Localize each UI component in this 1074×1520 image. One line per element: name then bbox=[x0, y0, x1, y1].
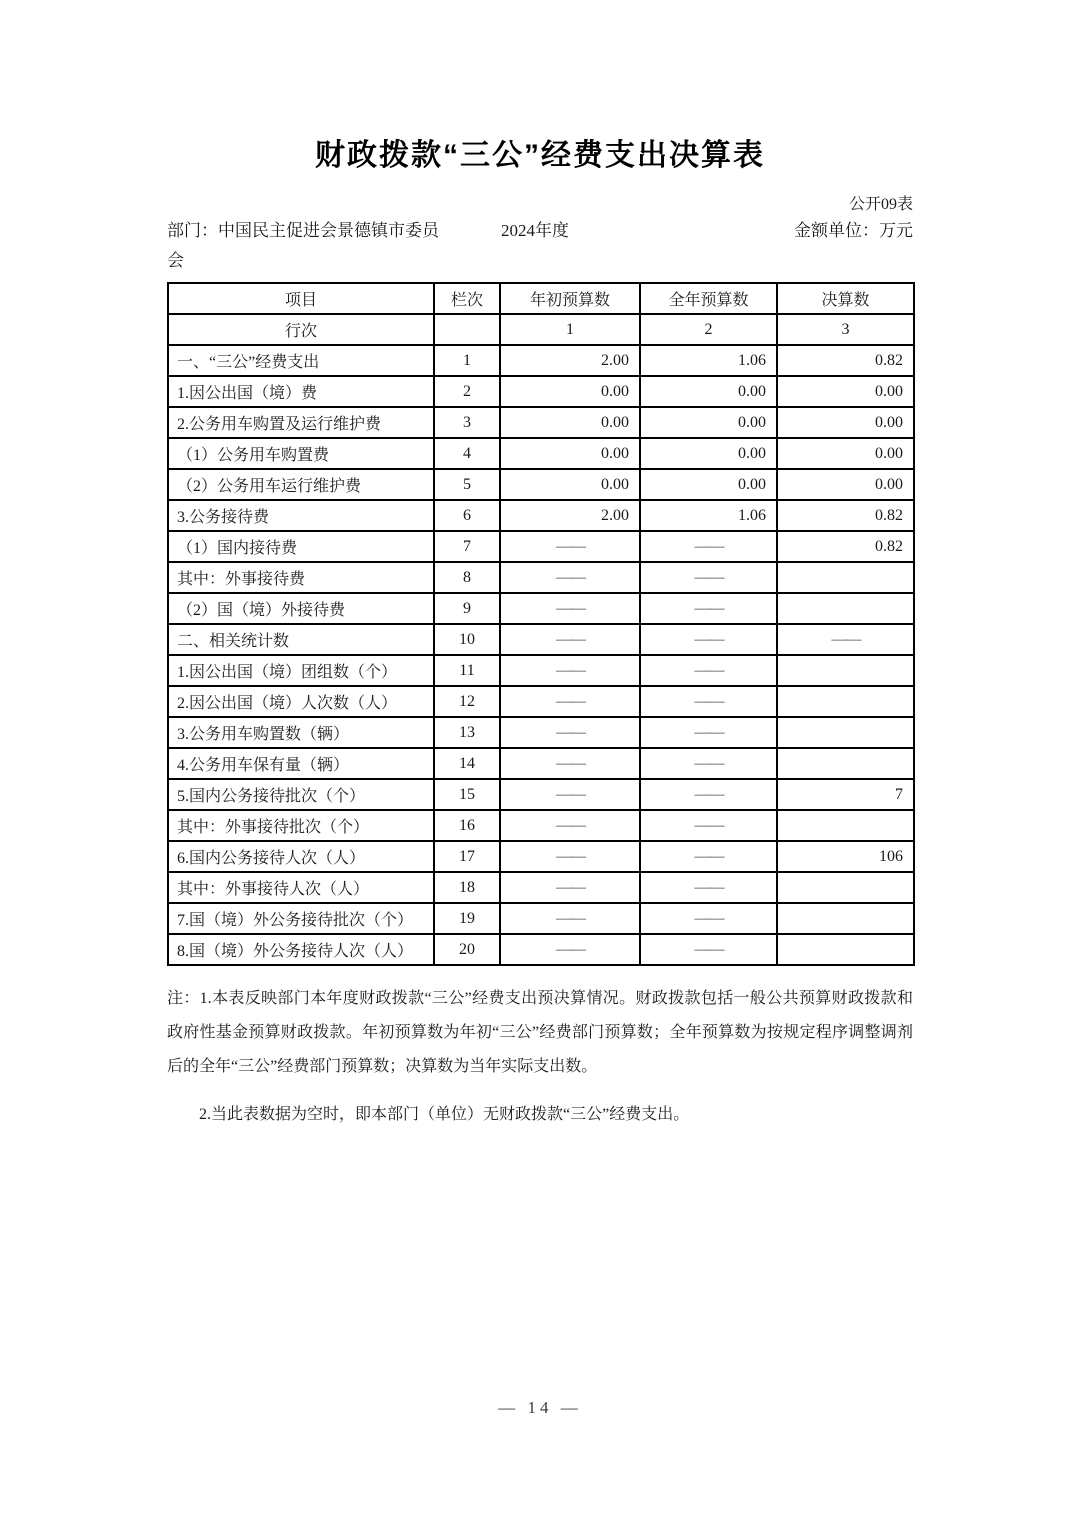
row-item-label: 3.公务用车购置数（辆） bbox=[168, 717, 434, 748]
cell-final-accounts bbox=[777, 872, 914, 903]
row-line-number: 11 bbox=[434, 655, 500, 686]
cell-initial-budget: —— bbox=[500, 686, 640, 717]
cell-annual-budget: —— bbox=[640, 717, 777, 748]
note-1: 注：1.本表反映部门本年度财政拨款“三公”经费支出预决算情况。财政拨款包括一般公共预算财政拨款和政府性基金预算财政拨款。年初预算数为年初“三公”经费部门预算数；全年预算数为按规定程序调整调剂后的全年“三公”经费部门预算数；决算数为当年实际支出数。 bbox=[167, 990, 913, 1075]
col-header-column-no: 栏次 bbox=[434, 283, 500, 314]
row-line-number: 10 bbox=[434, 624, 500, 655]
cell-initial-budget: —— bbox=[500, 934, 640, 965]
row-item-label: 其中：外事接待批次（个） bbox=[168, 810, 434, 841]
row-item-label: 其中：外事接待费 bbox=[168, 562, 434, 593]
table-header-row bbox=[168, 283, 914, 314]
cell-annual-budget: —— bbox=[640, 593, 777, 624]
row-line-number: 1 bbox=[434, 345, 500, 376]
cell-initial-budget: —— bbox=[500, 717, 640, 748]
cell-initial-budget: —— bbox=[500, 748, 640, 779]
cell-final-accounts: 0.00 bbox=[777, 407, 914, 438]
row-item-label: 二、相关统计数 bbox=[168, 624, 434, 655]
cell-annual-budget: 1.06 bbox=[640, 500, 777, 531]
table-row bbox=[168, 624, 914, 655]
table-row bbox=[168, 779, 914, 810]
cell-initial-budget: —— bbox=[500, 624, 640, 655]
table-body bbox=[168, 345, 914, 965]
department-label: 部门： bbox=[167, 221, 218, 240]
cell-final-accounts bbox=[777, 717, 914, 748]
cell-initial-budget: —— bbox=[500, 841, 640, 872]
cell-initial-budget: —— bbox=[500, 872, 640, 903]
cell-annual-budget: 1.06 bbox=[640, 345, 777, 376]
row-item-label: （1）国内接待费 bbox=[168, 531, 434, 562]
cell-final-accounts bbox=[777, 748, 914, 779]
table-row bbox=[168, 376, 914, 407]
notes-section bbox=[167, 982, 913, 1132]
row-item-label: 2.因公出国（境）人次数（人） bbox=[168, 686, 434, 717]
table-row bbox=[168, 562, 914, 593]
page-number: — 14 — bbox=[498, 1398, 582, 1417]
row-line-number: 7 bbox=[434, 531, 500, 562]
row-line-number: 4 bbox=[434, 438, 500, 469]
cell-initial-budget: 0.00 bbox=[500, 469, 640, 500]
cell-final-accounts bbox=[777, 934, 914, 965]
row-item-label: 7.国（境）外公务接待批次（个） bbox=[168, 903, 434, 934]
row-line-number: 16 bbox=[434, 810, 500, 841]
table-row bbox=[168, 934, 914, 965]
cell-annual-budget: —— bbox=[640, 841, 777, 872]
cell-annual-budget: 0.00 bbox=[640, 376, 777, 407]
cell-initial-budget: 0.00 bbox=[500, 407, 640, 438]
cell-initial-budget: 0.00 bbox=[500, 376, 640, 407]
row-item-label: 一、“三公”经费支出 bbox=[168, 345, 434, 376]
cell-final-accounts: 7 bbox=[777, 779, 914, 810]
subheader-col-2: 2 bbox=[640, 314, 777, 345]
row-line-number: 6 bbox=[434, 500, 500, 531]
cell-annual-budget: —— bbox=[640, 655, 777, 686]
row-item-label: （2）公务用车运行维护费 bbox=[168, 469, 434, 500]
cell-initial-budget: 2.00 bbox=[500, 345, 640, 376]
row-line-number: 19 bbox=[434, 903, 500, 934]
table-row bbox=[168, 438, 914, 469]
cell-initial-budget: —— bbox=[500, 655, 640, 686]
row-line-number: 17 bbox=[434, 841, 500, 872]
table-row bbox=[168, 810, 914, 841]
table-row bbox=[168, 500, 914, 531]
cell-initial-budget: —— bbox=[500, 562, 640, 593]
meta-row bbox=[167, 216, 913, 276]
cell-annual-budget: —— bbox=[640, 748, 777, 779]
col-header-initial-budget: 年初预算数 bbox=[500, 283, 640, 314]
cell-final-accounts bbox=[777, 810, 914, 841]
cell-final-accounts: 0.82 bbox=[777, 500, 914, 531]
three-public-expenses-table bbox=[167, 282, 915, 966]
cell-final-accounts: 0.00 bbox=[777, 469, 914, 500]
row-line-number: 20 bbox=[434, 934, 500, 965]
cell-final-accounts: 0.00 bbox=[777, 438, 914, 469]
cell-annual-budget: —— bbox=[640, 810, 777, 841]
cell-final-accounts bbox=[777, 686, 914, 717]
table-row bbox=[168, 872, 914, 903]
cell-annual-budget: —— bbox=[640, 934, 777, 965]
cell-annual-budget: 0.00 bbox=[640, 438, 777, 469]
cell-initial-budget: —— bbox=[500, 593, 640, 624]
table-row bbox=[168, 748, 914, 779]
row-line-number: 9 bbox=[434, 593, 500, 624]
cell-annual-budget: —— bbox=[640, 903, 777, 934]
col-header-item: 项目 bbox=[168, 283, 434, 314]
cell-final-accounts bbox=[777, 655, 914, 686]
row-line-number: 14 bbox=[434, 748, 500, 779]
table-code: 公开09表 bbox=[848, 196, 913, 213]
row-item-label: 6.国内公务接待人次（人） bbox=[168, 841, 434, 872]
cell-final-accounts: —— bbox=[777, 624, 914, 655]
row-line-number: 3 bbox=[434, 407, 500, 438]
cell-annual-budget: —— bbox=[640, 872, 777, 903]
row-line-number: 13 bbox=[434, 717, 500, 748]
row-line-number: 5 bbox=[434, 469, 500, 500]
table-row bbox=[168, 407, 914, 438]
row-item-label: （1）公务用车购置费 bbox=[168, 438, 434, 469]
fiscal-year: 2024年度 bbox=[501, 221, 569, 240]
table-row bbox=[168, 903, 914, 934]
subheader-col-3: 3 bbox=[777, 314, 914, 345]
row-item-label: 5.国内公务接待批次（个） bbox=[168, 779, 434, 810]
row-item-label: 3.公务接待费 bbox=[168, 500, 434, 531]
cell-final-accounts: 0.82 bbox=[777, 345, 914, 376]
table-row bbox=[168, 655, 914, 686]
note-2: 2.当此表数据为空时，即本部门（单位）无财政拨款“三公”经费支出。 bbox=[199, 1106, 690, 1123]
table-subheader-row bbox=[168, 314, 914, 345]
table-row bbox=[168, 531, 914, 562]
table-row bbox=[168, 841, 914, 872]
cell-final-accounts: 106 bbox=[777, 841, 914, 872]
page-content bbox=[167, 0, 913, 1132]
row-item-label: （2）国（境）外接待费 bbox=[168, 593, 434, 624]
table-row bbox=[168, 717, 914, 748]
row-line-number: 8 bbox=[434, 562, 500, 593]
row-line-number: 2 bbox=[434, 376, 500, 407]
cell-annual-budget: 0.00 bbox=[640, 469, 777, 500]
cell-final-accounts: 0.00 bbox=[777, 376, 914, 407]
table-row bbox=[168, 345, 914, 376]
subheader-empty-cell bbox=[434, 314, 500, 345]
col-header-final-accounts: 决算数 bbox=[777, 283, 914, 314]
table-row bbox=[168, 469, 914, 500]
table-row bbox=[168, 593, 914, 624]
cell-final-accounts bbox=[777, 562, 914, 593]
subheader-col-1: 1 bbox=[500, 314, 640, 345]
table-row bbox=[168, 686, 914, 717]
department-field bbox=[167, 216, 439, 276]
department-name: 中国民主促进会景德镇市委员会 bbox=[167, 221, 439, 270]
cell-initial-budget: —— bbox=[500, 903, 640, 934]
col-header-annual-budget: 全年预算数 bbox=[640, 283, 777, 314]
row-item-label: 8.国（境）外公务接待人次（人） bbox=[168, 934, 434, 965]
cell-annual-budget: —— bbox=[640, 624, 777, 655]
cell-final-accounts: 0.82 bbox=[777, 531, 914, 562]
row-item-label: 2.公务用车购置及运行维护费 bbox=[168, 407, 434, 438]
cell-final-accounts bbox=[777, 903, 914, 934]
row-line-number: 12 bbox=[434, 686, 500, 717]
subheader-line-label: 行次 bbox=[168, 314, 434, 345]
cell-initial-budget: 2.00 bbox=[500, 500, 640, 531]
row-item-label: 1.因公出国（境）团组数（个） bbox=[168, 655, 434, 686]
cell-initial-budget: —— bbox=[500, 531, 640, 562]
cell-annual-budget: —— bbox=[640, 531, 777, 562]
row-item-label: 其中：外事接待人次（人） bbox=[168, 872, 434, 903]
cell-annual-budget: —— bbox=[640, 562, 777, 593]
cell-initial-budget: —— bbox=[500, 810, 640, 841]
cell-annual-budget: —— bbox=[640, 686, 777, 717]
cell-annual-budget: 0.00 bbox=[640, 407, 777, 438]
cell-final-accounts bbox=[777, 593, 914, 624]
page-title: 财政拨款“三公”经费支出决算表 bbox=[315, 139, 765, 172]
row-line-number: 15 bbox=[434, 779, 500, 810]
row-line-number: 18 bbox=[434, 872, 500, 903]
amount-unit: 金额单位：万元 bbox=[794, 221, 913, 240]
cell-initial-budget: 0.00 bbox=[500, 438, 640, 469]
row-item-label: 1.因公出国（境）费 bbox=[168, 376, 434, 407]
cell-annual-budget: —— bbox=[640, 779, 777, 810]
row-item-label: 4.公务用车保有量（辆） bbox=[168, 748, 434, 779]
cell-initial-budget: —— bbox=[500, 779, 640, 810]
